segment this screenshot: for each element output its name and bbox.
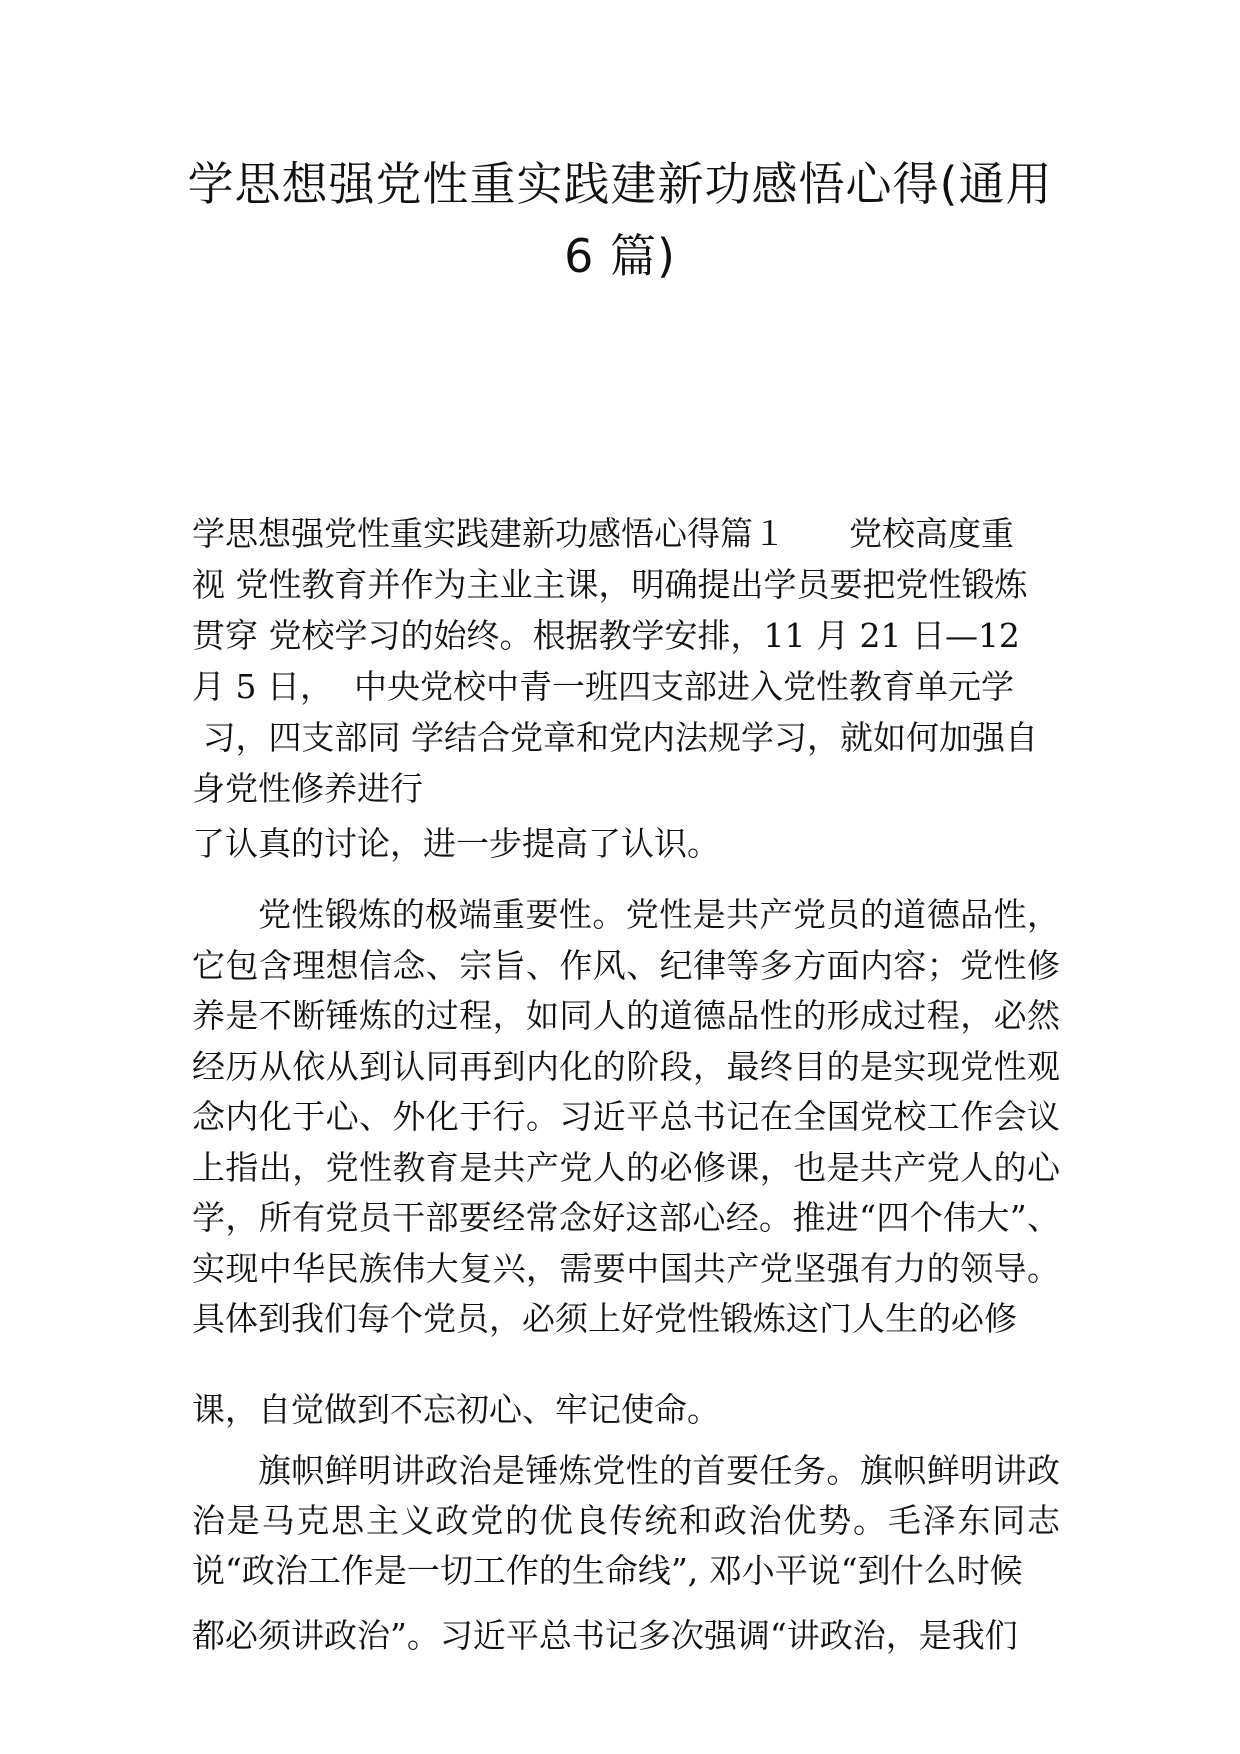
- title-line-2: 6 篇): [564, 229, 676, 283]
- intro-line: 贯穿 党校学习的始终。根据教学安排，11 月 21 日—12: [192, 616, 1020, 655]
- intro-paragraph: [192, 508, 1060, 814]
- body-paragraph-2-continuation: 都必须讲政治”。习近平总书记多次强调“讲政治，是我们: [192, 1616, 1018, 1655]
- intro-line: 习，四支部同 学结合党章和党内法规学习，就如何加强自: [192, 718, 1038, 757]
- intro-line: 学思想强党性重实践建新功感悟心得篇１ 党校高度重: [192, 514, 1014, 553]
- document-title: [150, 148, 1090, 292]
- intro-continuation: 了认真的讨论，进一步提高了认识。: [192, 824, 720, 863]
- body-paragraph-1-continuation: 课，自觉做到不忘初心、牢记使命。: [192, 1390, 720, 1429]
- intro-line: 月 5 日， 中央党校中青一班四支部进入党性教育单元学: [192, 667, 1014, 706]
- body-paragraph-2: 旗帜鲜明讲政治是锤炼党性的首要任务。旗帜鲜明讲政治是马克思主义政党的优良传统和政治优势。毛泽东同志说“政治工作是一切工作的生命线”, 邓小平说“到什么时候: [192, 1451, 1060, 1590]
- intro-line: 身党性修养进行: [192, 769, 423, 808]
- intro-line: 视 党性教育并作为主业主课，明确提出学员要把党性锻炼: [192, 565, 1028, 604]
- body-paragraph-1: 党性锻炼的极端重要性。党性是共产党员的道德品性，它包含理想信念、宗旨、作风、纪律等多方面内容；党性修养是不断锤炼的过程，如同人的道德品性的形成过程，必然经历从依从到认同再到内化的阶段，最终目的是实现党性观念内化于心、外化于行。习近平总书记在全国党校工作会议上指出，党性教育是共产党人的必修课，也是共产党人的心学，所有党员干部要经常念好这部心经。推进“四个伟大”、实现中华民族伟大复兴，需要中国共产党坚强有力的领导。具体到我们每个党员，必须上好党性锻炼这门人生的必修: [192, 895, 1060, 1338]
- title-line-1: 学思想强党性重实践建新功感悟心得(通用: [187, 157, 1053, 211]
